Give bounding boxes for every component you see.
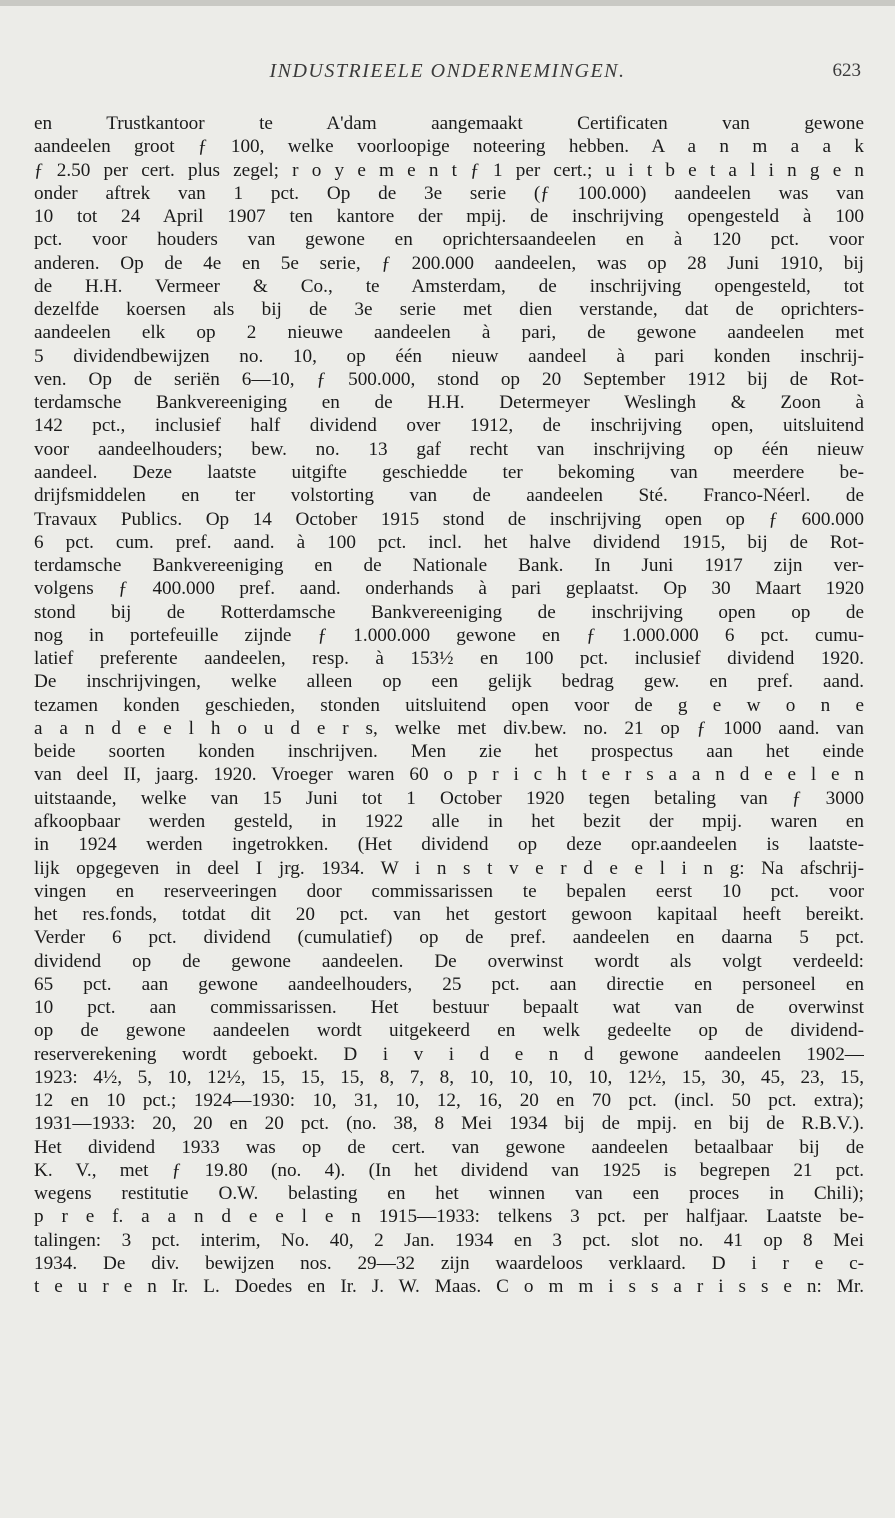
text-line: 5 dividendbewijzen no. 10, op één nieuw aandeel à pari konden inschrij- (34, 345, 864, 367)
text-line: ven. Op de seriën 6—10, ƒ 500.000, stond op 20 September 1912 bij de Rot- (34, 368, 864, 390)
text-line: Verder 6 pct. dividend (cumulatief) op de pref. aandeelen en daarna 5 pct. (34, 927, 864, 949)
text-line: talingen: 3 pct. interim, No. 40, 2 Jan. 1934 en 3 pct. slot no. 41 op 8 Mei (34, 1229, 864, 1251)
text-line: op de gewone aandeelen wordt uitgekeerd en welk gedeelte op de dividend- (34, 1020, 864, 1042)
text-line: voor aandeelhouders; bew. no. 13 gaf recht van inschrijving op één nieuw (34, 438, 864, 460)
text-line: aandeelen groot ƒ 100, welke voorloopige noteering hebben. A a n m a a k (34, 136, 864, 158)
page-number: 623 (832, 60, 861, 81)
running-title: INDUSTRIEELE ONDERNEMINGEN. (269, 60, 626, 82)
text-line: dezelfde koersen als bij de 3e serie met dien verstande, dat de oprichters- (34, 299, 864, 321)
text-line: uitstaande, welke van 15 Juni tot 1 October 1920 tegen betaling van ƒ 3000 (34, 787, 864, 809)
text-line: a a n d e e l h o u d e r s, welke met div.bew. no. 21 op ƒ 1000 aand. van (34, 717, 864, 739)
text-line: het res.fonds, totdat dit 20 pct. van het gestort gewoon kapitaal heeft bereikt. (34, 904, 864, 926)
text-line: wegens restitutie O.W. belasting en het winnen van een proces in Chili); (34, 1183, 864, 1205)
text-line: drijfsmiddelen en ter volstorting van de aandeelen Sté. Franco-Néerl. de (34, 485, 864, 507)
text-line: De inschrijvingen, welke alleen op een gelijk bedrag gew. en pref. aand. (34, 671, 864, 693)
page-header (0, 58, 895, 90)
text-line: tezamen konden geschieden, stonden uitsluitend open voor de g e w o n e (34, 694, 864, 716)
text-line: p r e f. a a n d e e l e n 1915—1933: telkens 3 pct. per halfjaar. Laatste be- (34, 1206, 864, 1228)
text-line: aandeelen elk op 2 nieuwe aandeelen à pari, de gewone aandeelen met (34, 322, 864, 344)
text-line: Travaux Publics. Op 14 October 1915 stond de inschrijving open op ƒ 600.000 (34, 508, 864, 530)
text-line: K. V., met ƒ 19.80 (no. 4). (In het dividend van 1925 is begrepen 21 pct. (34, 1159, 864, 1181)
text-line: lijk opgegeven in deel I jrg. 1934. W i n s t v e r d e e l i n g: Na afschrij- (34, 857, 864, 879)
text-line: onder aftrek van 1 pct. Op de 3e serie (ƒ 100.000) aandeelen was van (34, 182, 864, 204)
text-line: de H.H. Vermeer & Co., te Amsterdam, de inschrijving opengesteld, tot (34, 275, 864, 297)
text-line: Het dividend 1933 was op de cert. van gewone aandeelen betaalbaar bij de (34, 1136, 864, 1158)
text-line: vingen en reserveeringen door commissarissen te bepalen eerst 10 pct. voor (34, 880, 864, 902)
text-line: 142 pct., inclusief half dividend over 1912, de inschrijving open, uitsluitend (34, 415, 864, 437)
text-line: en Trustkantoor te A'dam aangemaakt Certificaten van gewone (34, 113, 864, 134)
text-line: 10 tot 24 April 1907 ten kantore der mpij. de inschrijving opengesteld à 100 (34, 206, 864, 228)
text-line: 12 en 10 pct.; 1924—1930: 10, 31, 10, 12, 16, 20 en 70 pct. (incl. 50 pct. extra); (34, 1090, 864, 1112)
text-line: van deel II, jaarg. 1920. Vroeger waren 60 o p r i c h t e r s a a n d e e l e n (34, 764, 864, 786)
top-edge (0, 0, 895, 6)
text-line: t e u r e n Ir. L. Doedes en Ir. J. W. Maas. C o m m i s s a r i s s e n: Mr. (34, 1276, 864, 1298)
text-line: beide soorten konden inschrijven. Men zie het prospectus aan het einde (34, 741, 864, 763)
body-text (34, 112, 864, 1299)
text-line: ƒ 2.50 per cert. plus zegel; r o y e m e n t ƒ 1 per cert.; u i t b e t a l i n g e n (34, 159, 864, 181)
text-line: anderen. Op de 4e en 5e serie, ƒ 200.000 aandeelen, was op 28 Juni 1910, bij (34, 252, 864, 274)
text-line: 10 pct. aan commissarissen. Het bestuur bepaalt wat van de overwinst (34, 997, 864, 1019)
text-line: stond bij de Rotterdamsche Bankvereeniging de inschrijving open op de (34, 601, 864, 623)
text-line: dividend op de gewone aandeelen. De overwinst wordt als volgt verdeeld: (34, 950, 864, 972)
text-line: volgens ƒ 400.000 pref. aand. onderhands à pari geplaatst. Op 30 Maart 1920 (34, 578, 864, 600)
text-line: 1923: 4½, 5, 10, 12½, 15, 15, 15, 8, 7, 8, 10, 10, 10, 10, 12½, 15, 30, 45, 23, 15, (34, 1066, 864, 1088)
text-line: aandeel. Deze laatste uitgifte geschiedde ter bekoming van meerdere be- (34, 461, 864, 483)
text-line: terdamsche Bankvereeniging en de Nationale Bank. In Juni 1917 zijn ver- (34, 555, 864, 577)
text-line: 6 pct. cum. pref. aand. à 100 pct. incl. het halve dividend 1915, bij de Rot- (34, 531, 864, 553)
text-line: reserverekening wordt geboekt. D i v i d e n d gewone aandeelen 1902— (34, 1043, 864, 1065)
text-line: afkoopbaar werden gesteld, in 1922 alle in het bezit der mpij. waren en (34, 810, 864, 832)
text-line: 1934. De div. bewijzen nos. 29—32 zijn waardeloos verklaard. D i r e c- (34, 1253, 864, 1275)
text-line: 1931—1933: 20, 20 en 20 pct. (no. 38, 8 Mei 1934 bij de mpij. en bij de R.B.V.). (34, 1113, 864, 1135)
text-line: pct. voor houders van gewone en oprichtersaandeelen en à 120 pct. voor (34, 229, 864, 251)
text-line: 65 pct. aan gewone aandeelhouders, 25 pct. aan directie en personeel en (34, 973, 864, 995)
text-line: in 1924 werden ingetrokken. (Het dividend op deze opr.aandeelen is laatste- (34, 834, 864, 856)
text-line: latief preferente aandeelen, resp. à 153½ en 100 pct. inclusief dividend 1920. (34, 648, 864, 670)
text-line: terdamsche Bankvereeniging en de H.H. Determeyer Weslingh & Zoon à (34, 392, 864, 414)
text-line: nog in portefeuille zijnde ƒ 1.000.000 gewone en ƒ 1.000.000 6 pct. cumu- (34, 624, 864, 646)
